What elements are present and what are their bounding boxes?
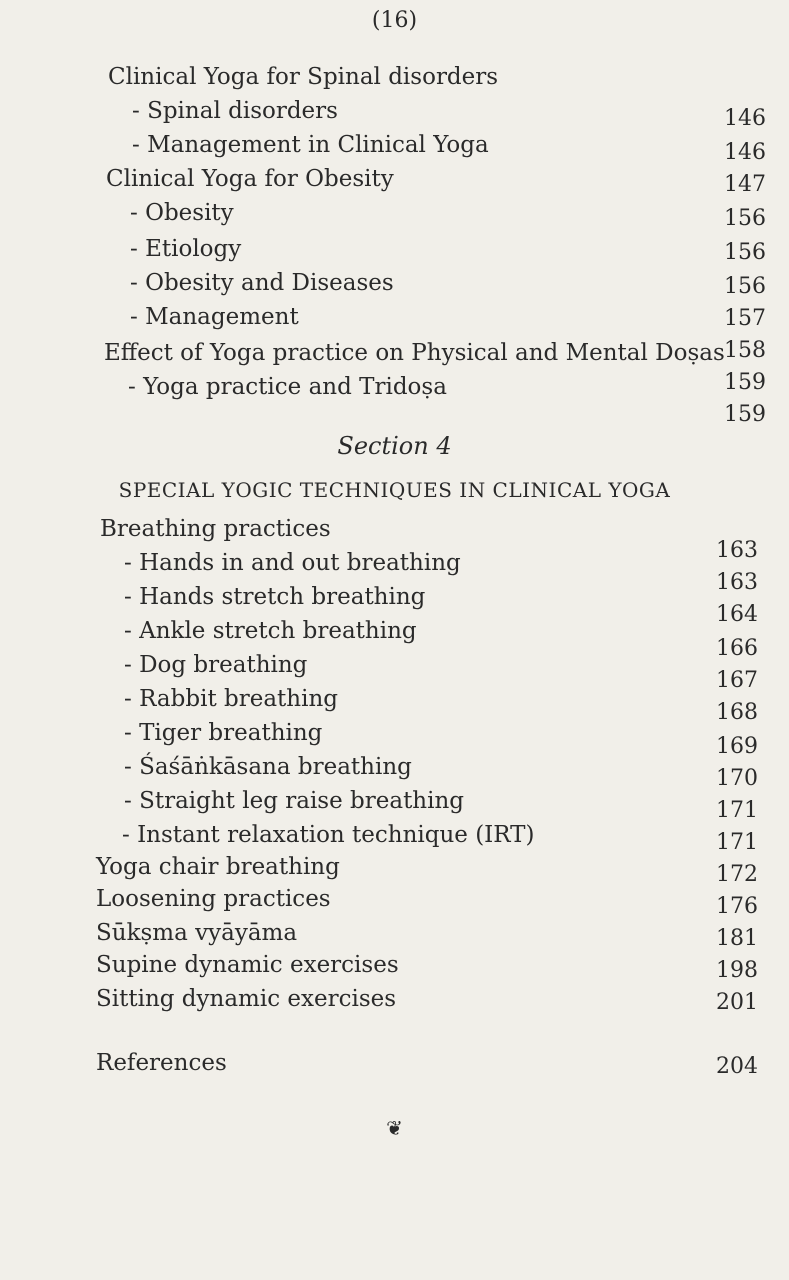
toc-entry-page: 167 (716, 668, 758, 693)
page-number: (16) (371, 8, 418, 33)
toc-entry-title: Breathing practices (100, 516, 331, 542)
toc-entry-page: 168 (716, 700, 758, 725)
toc-entry-title: - Obesity and Diseases (130, 270, 394, 296)
toc-entry-title: - Obesity (130, 200, 234, 226)
toc-entry-page: 159 (724, 402, 766, 427)
toc-entry-page: 164 (716, 602, 758, 627)
toc-entry-page: 172 (716, 862, 758, 887)
toc-entry-title: Sitting dynamic exercises (96, 986, 397, 1012)
toc-entry-title: - Śaśāṅkāsana breathing (124, 754, 412, 780)
toc-entry-page: 166 (716, 636, 758, 661)
toc-entry-page: 171 (716, 798, 758, 823)
toc-entry-title: Effect of Yoga practice on Physical and Mental Doṣas (104, 340, 725, 366)
toc-entry-page: 171 (716, 830, 758, 855)
toc-entry-title: References (96, 1050, 227, 1076)
toc-entry-title: - Dog breathing (124, 652, 308, 678)
toc-entry-page: 157 (724, 306, 766, 331)
toc-entry-title: - Spinal disorders (132, 98, 338, 124)
toc-entry-page: 163 (716, 538, 758, 563)
toc-entry-title: Sūkṣma vyāyāma (96, 920, 298, 946)
toc-entry-page: 198 (716, 958, 758, 983)
toc-entry-title: - Tiger breathing (124, 720, 323, 746)
toc-entry-page: 156 (724, 274, 766, 299)
toc-entry-page: 156 (724, 240, 766, 265)
toc-entry-page: 146 (724, 140, 766, 165)
toc-entry-title: Supine dynamic exercises (96, 952, 399, 978)
toc-entry-page: 146 (724, 106, 766, 131)
toc-entry-page: 204 (716, 1054, 758, 1079)
toc-entry-page: 147 (724, 172, 766, 197)
toc-entry-page: 156 (724, 206, 766, 231)
ornament-icon: ❦ (386, 1116, 403, 1140)
toc-entry-title: - Rabbit breathing (124, 686, 338, 712)
toc-entry-title: - Management (130, 304, 299, 330)
toc-entry-title: - Management in Clinical Yoga (132, 132, 489, 158)
toc-entry-title: - Ankle stretch breathing (124, 618, 417, 644)
section-label: Section 4 (337, 432, 452, 460)
toc-entry-title: Clinical Yoga for Spinal disorders (108, 64, 499, 90)
toc-entry-title: Yoga chair breathing (96, 854, 340, 880)
toc-entry-page: 201 (716, 990, 758, 1015)
toc-entry-page: 181 (716, 926, 758, 951)
toc-entry-title: - Etiology (130, 236, 242, 262)
toc-entry-page: 170 (716, 766, 758, 791)
toc-entry-title: Loosening practices (96, 886, 331, 912)
toc-entry-page: 176 (716, 894, 758, 919)
toc-entry-page: 163 (716, 570, 758, 595)
toc-entry-title: - Straight leg raise breathing (124, 788, 465, 814)
toc-entry-title: - Yoga practice and Tridoṣa (128, 374, 447, 400)
toc-entry-title: Clinical Yoga for Obesity (106, 166, 394, 192)
toc-entry-title: - Hands stretch breathing (124, 584, 426, 610)
toc-entry-page: 159 (724, 370, 766, 395)
toc-entry-title: - Hands in and out breathing (124, 550, 461, 576)
section-heading: SPECIAL YOGIC TECHNIQUES IN CLINICAL YOGA (118, 478, 671, 502)
toc-entry-title: - Instant relaxation technique (IRT) (122, 822, 535, 848)
toc-entry-page: 169 (716, 734, 758, 759)
toc-entry-page: 158 (724, 338, 766, 363)
